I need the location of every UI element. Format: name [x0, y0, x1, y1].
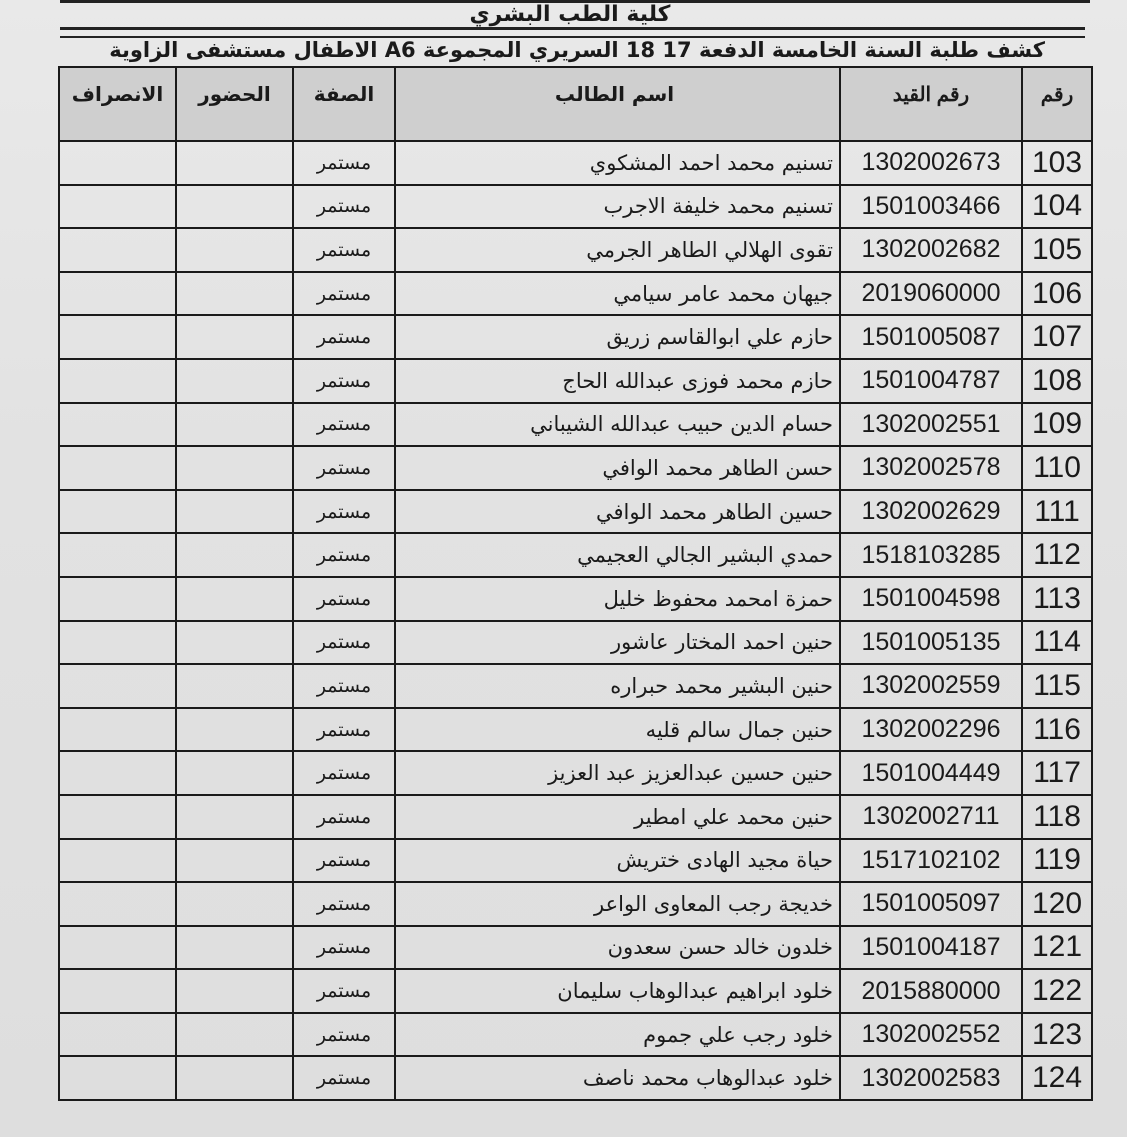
table-row: [59, 664, 1092, 708]
cell-number: 104: [1022, 185, 1092, 229]
cell-attendance: [176, 882, 293, 926]
cell-number: 117: [1022, 751, 1092, 795]
cell-student-name: حنين البشير محمد حبراره: [395, 664, 840, 708]
cell-attendance: [176, 751, 293, 795]
cell-student-name: حياة مجيد الهادى ختريش: [395, 839, 840, 883]
cell-attendance: [176, 621, 293, 665]
cell-student-name: جيهان محمد عامر سيامي: [395, 272, 840, 316]
cell-registration: 1302002552: [840, 1013, 1022, 1057]
cell-departure: [59, 751, 176, 795]
cell-registration: 1501004787: [840, 359, 1022, 403]
cell-number: 105: [1022, 228, 1092, 272]
cell-number: 123: [1022, 1013, 1092, 1057]
cell-registration: 2015880000: [840, 969, 1022, 1013]
cell-attendance: [176, 403, 293, 447]
cell-student-name: تسنيم محمد احمد المشكوي: [395, 141, 840, 185]
cell-departure: [59, 185, 176, 229]
column-header-status: الصفة: [293, 67, 395, 141]
cell-departure: [59, 490, 176, 534]
cell-attendance: [176, 664, 293, 708]
cell-registration: 2019060000: [840, 272, 1022, 316]
cell-status: مستمر: [293, 1056, 395, 1100]
cell-departure: [59, 141, 176, 185]
table-row: [59, 839, 1092, 883]
cell-number: 122: [1022, 969, 1092, 1013]
cell-number: 114: [1022, 621, 1092, 665]
cell-departure: [59, 708, 176, 752]
cell-status: مستمر: [293, 228, 395, 272]
cell-departure: [59, 969, 176, 1013]
table-row: [59, 185, 1092, 229]
cell-attendance: [176, 795, 293, 839]
cell-registration: 1302002296: [840, 708, 1022, 752]
cell-departure: [59, 1013, 176, 1057]
cell-student-name: خديجة رجب المعاوى الواعر: [395, 882, 840, 926]
cell-attendance: [176, 533, 293, 577]
cell-number: 115: [1022, 664, 1092, 708]
cell-attendance: [176, 359, 293, 403]
table-row: [59, 926, 1092, 970]
cell-departure: [59, 533, 176, 577]
cell-number: 116: [1022, 708, 1092, 752]
cell-attendance: [176, 969, 293, 1013]
cell-status: مستمر: [293, 577, 395, 621]
cell-registration: 1302002673: [840, 141, 1022, 185]
cell-registration: 1501003466: [840, 185, 1022, 229]
cell-attendance: [176, 315, 293, 359]
cell-number: 113: [1022, 577, 1092, 621]
cell-number: 106: [1022, 272, 1092, 316]
cell-status: مستمر: [293, 490, 395, 534]
cell-status: مستمر: [293, 359, 395, 403]
table-row: [59, 621, 1092, 665]
cell-student-name: خلود رجب علي جموم: [395, 1013, 840, 1057]
cell-registration: 1501004598: [840, 577, 1022, 621]
cell-status: مستمر: [293, 446, 395, 490]
cell-departure: [59, 839, 176, 883]
table-row: [59, 882, 1092, 926]
cell-registration: 1302002711: [840, 795, 1022, 839]
table-row: [59, 141, 1092, 185]
cell-attendance: [176, 228, 293, 272]
cell-departure: [59, 795, 176, 839]
cell-attendance: [176, 577, 293, 621]
cell-departure: [59, 926, 176, 970]
column-header-registration: رقم القيد: [840, 67, 1022, 141]
cell-departure: [59, 446, 176, 490]
cell-number: 121: [1022, 926, 1092, 970]
cell-status: مستمر: [293, 882, 395, 926]
cell-attendance: [176, 490, 293, 534]
cell-registration: 1501005135: [840, 621, 1022, 665]
cell-student-name: حسن الطاهر محمد الوافي: [395, 446, 840, 490]
cell-student-name: حنين احمد المختار عاشور: [395, 621, 840, 665]
cell-attendance: [176, 185, 293, 229]
cell-status: مستمر: [293, 315, 395, 359]
cell-number: 107: [1022, 315, 1092, 359]
cell-number: 103: [1022, 141, 1092, 185]
cell-student-name: تسنيم محمد خليفة الاجرب: [395, 185, 840, 229]
cell-attendance: [176, 272, 293, 316]
cell-status: مستمر: [293, 751, 395, 795]
cell-departure: [59, 315, 176, 359]
table-row: [59, 403, 1092, 447]
table-row: [59, 272, 1092, 316]
table-row: [59, 1056, 1092, 1100]
cell-student-name: خلود عبدالوهاب محمد ناصف: [395, 1056, 840, 1100]
cell-student-name: حسام الدين حبيب عبدالله الشيباني: [395, 403, 840, 447]
cell-student-name: تقوى الهلالي الطاهر الجرمي: [395, 228, 840, 272]
column-header-departure: الانصراف: [59, 67, 176, 141]
cell-status: مستمر: [293, 185, 395, 229]
cell-departure: [59, 272, 176, 316]
cell-number: 109: [1022, 403, 1092, 447]
cell-registration: 1501004187: [840, 926, 1022, 970]
table-row: [59, 577, 1092, 621]
table-row: [59, 795, 1092, 839]
cell-attendance: [176, 1056, 293, 1100]
table-row: [59, 315, 1092, 359]
cell-number: 124: [1022, 1056, 1092, 1100]
cell-departure: [59, 621, 176, 665]
cell-attendance: [176, 926, 293, 970]
header-rule: [60, 27, 1085, 30]
table-row: [59, 1013, 1092, 1057]
cell-registration: 1517102102: [840, 839, 1022, 883]
cell-student-name: حنين محمد علي امطير: [395, 795, 840, 839]
table-row: [59, 359, 1092, 403]
college-title: كلية الطب البشري: [469, 2, 671, 27]
cell-registration: 1501004449: [840, 751, 1022, 795]
cell-registration: 1302002629: [840, 490, 1022, 534]
cell-departure: [59, 577, 176, 621]
cell-student-name: حسين الطاهر محمد الوافي: [395, 490, 840, 534]
cell-status: مستمر: [293, 621, 395, 665]
table-row: [59, 533, 1092, 577]
table-header-row: [59, 67, 1092, 141]
column-header-attendance: الحضور: [176, 67, 293, 141]
cell-registration: 1302002682: [840, 228, 1022, 272]
table-row: [59, 751, 1092, 795]
cell-registration: 1518103285: [840, 533, 1022, 577]
cell-status: مستمر: [293, 839, 395, 883]
cell-number: 108: [1022, 359, 1092, 403]
cell-status: مستمر: [293, 272, 395, 316]
cell-student-name: خلدون خالد حسن سعدون: [395, 926, 840, 970]
cell-registration: 1302002583: [840, 1056, 1022, 1100]
cell-status: مستمر: [293, 969, 395, 1013]
cell-student-name: خلود ابراهيم عبدالوهاب سليمان: [395, 969, 840, 1013]
cell-attendance: [176, 446, 293, 490]
cell-student-name: حنين جمال سالم قليه: [395, 708, 840, 752]
cell-number: 112: [1022, 533, 1092, 577]
cell-attendance: [176, 141, 293, 185]
cell-student-name: حازم علي ابوالقاسم زريق: [395, 315, 840, 359]
cell-registration: 1302002551: [840, 403, 1022, 447]
cell-departure: [59, 228, 176, 272]
cell-number: 110: [1022, 446, 1092, 490]
cell-attendance: [176, 1013, 293, 1057]
cell-status: مستمر: [293, 708, 395, 752]
cell-registration: 1501005097: [840, 882, 1022, 926]
table-row: [59, 490, 1092, 534]
cell-number: 118: [1022, 795, 1092, 839]
cell-status: مستمر: [293, 926, 395, 970]
cell-status: مستمر: [293, 533, 395, 577]
column-header-student-name: اسم الطالب: [395, 67, 840, 141]
cell-student-name: حازم محمد فوزى عبدالله الحاج: [395, 359, 840, 403]
cell-registration: 1302002578: [840, 446, 1022, 490]
cell-departure: [59, 664, 176, 708]
cell-registration: 1302002559: [840, 664, 1022, 708]
cell-departure: [59, 403, 176, 447]
cell-student-name: حمدي البشير الجالي العجيمي: [395, 533, 840, 577]
cell-status: مستمر: [293, 664, 395, 708]
cell-number: 119: [1022, 839, 1092, 883]
cell-status: مستمر: [293, 141, 395, 185]
table-row: [59, 969, 1092, 1013]
cell-status: مستمر: [293, 403, 395, 447]
cell-attendance: [176, 708, 293, 752]
cell-student-name: حمزة امحمد محفوظ خليل: [395, 577, 840, 621]
column-header-number: رقم: [1022, 67, 1092, 141]
cell-status: مستمر: [293, 795, 395, 839]
table-row: [59, 446, 1092, 490]
cell-departure: [59, 882, 176, 926]
cell-departure: [59, 1056, 176, 1100]
cell-registration: 1501005087: [840, 315, 1022, 359]
table-row: [59, 228, 1092, 272]
cell-student-name: حنين حسين عبدالعزيز عبد العزيز: [395, 751, 840, 795]
table-row: [59, 708, 1092, 752]
cell-attendance: [176, 839, 293, 883]
table-body: [59, 141, 1092, 1100]
cell-number: 120: [1022, 882, 1092, 926]
student-roster-table: [58, 66, 1093, 1101]
sheet-title: كشف طلبة السنة الخامسة الدفعة 17 18 السريري المجموعة A6 الاطفال مستشفى الزاوية: [109, 38, 1045, 62]
cell-number: 111: [1022, 490, 1092, 534]
cell-status: مستمر: [293, 1013, 395, 1057]
cell-departure: [59, 359, 176, 403]
